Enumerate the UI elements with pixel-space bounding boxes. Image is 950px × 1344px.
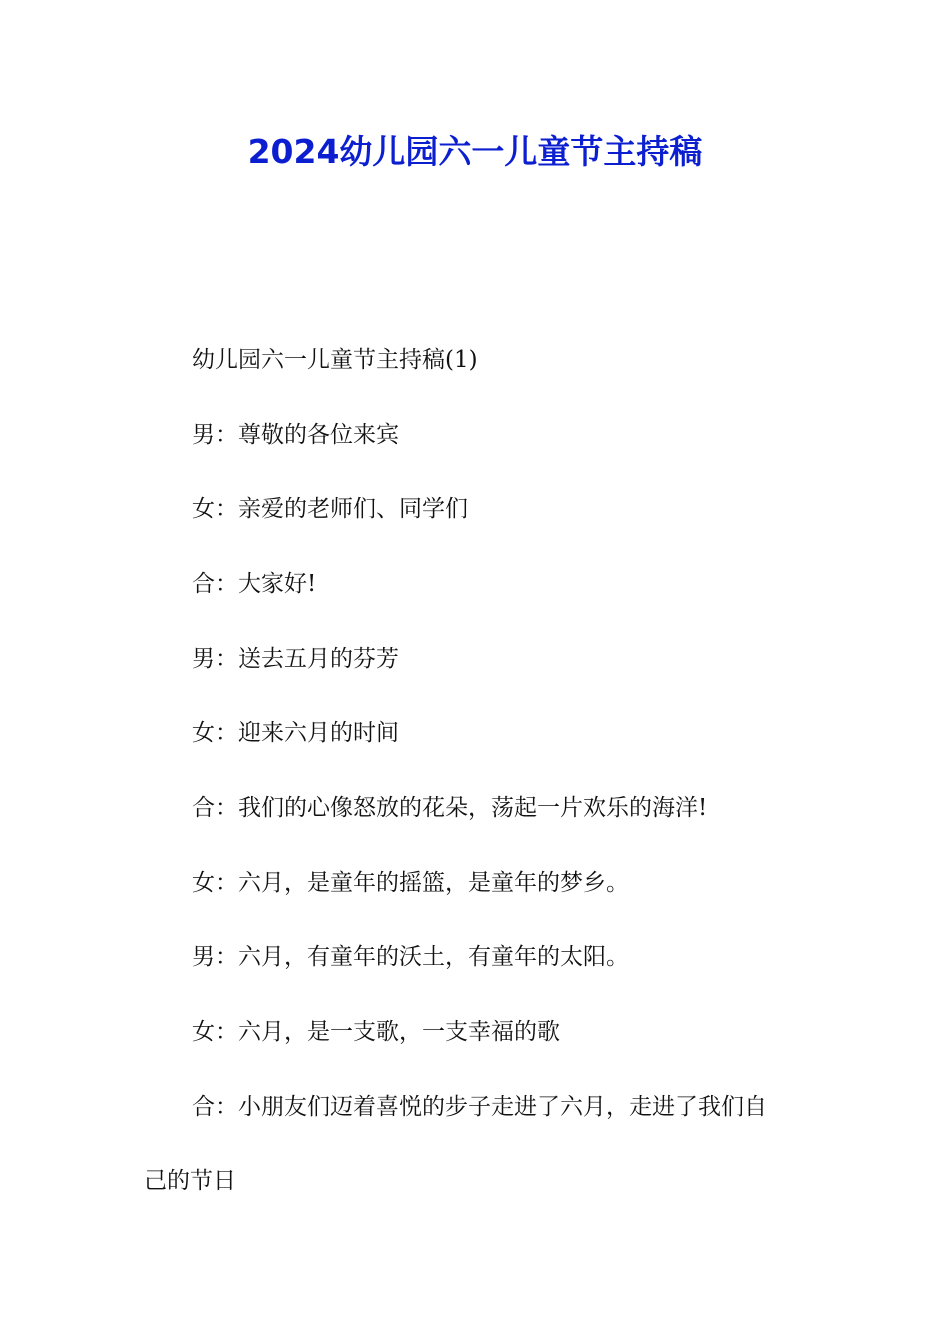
- paragraph-line: 女：迎来六月的时间: [192, 720, 399, 746]
- paragraph-line: 女：六月，是一支歌，一支幸福的歌: [192, 1019, 560, 1045]
- document-title: 2024幼儿园六一儿童节主持稿: [247, 132, 703, 171]
- paragraph-line: 合：小朋友们迈着喜悦的步子走进了六月，走进了我们自: [192, 1094, 767, 1120]
- paragraph-line: 男：六月，有童年的沃土，有童年的太阳。: [192, 944, 629, 970]
- paragraph-line: 男：尊敬的各位来宾: [192, 422, 399, 448]
- paragraph-line-continuation: 己的节日: [144, 1168, 236, 1194]
- paragraph-line: 女：六月，是童年的摇篮，是童年的梦乡。: [192, 870, 629, 896]
- paragraph-line: 合：大家好!: [192, 571, 317, 597]
- paragraph-line: 合：我们的心像怒放的花朵，荡起一片欢乐的海洋!: [192, 795, 708, 821]
- paragraph-line: 女：亲爱的老师们、同学们: [192, 496, 468, 522]
- paragraph-line: 男：送去五月的芬芳: [192, 646, 399, 672]
- section-heading: 幼儿园六一儿童节主持稿(1): [192, 347, 478, 373]
